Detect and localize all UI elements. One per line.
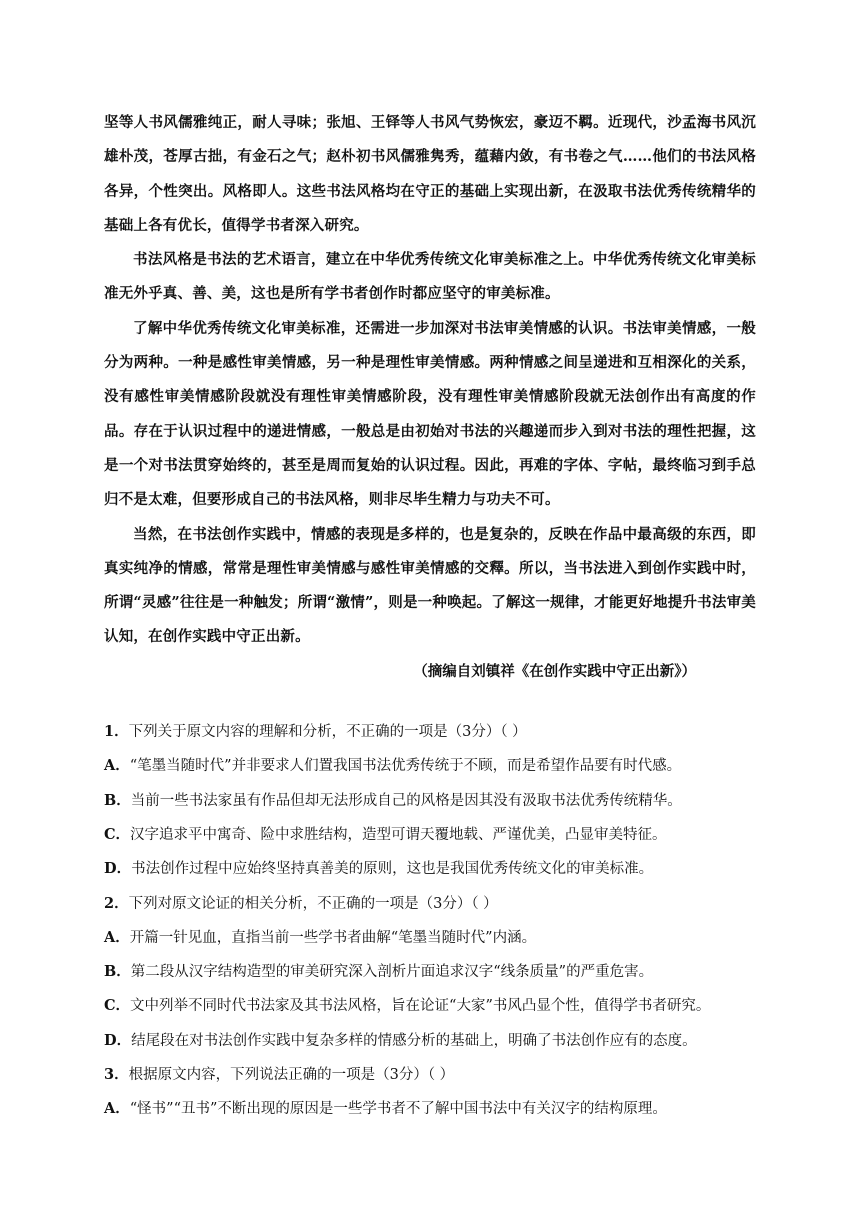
option-text: 当前一些书法家虽有作品但却无法形成自己的风格是因其没有汲取书法优秀传统精华。 <box>130 792 682 809</box>
question-option <box>104 955 756 989</box>
option-letter: D． <box>104 860 132 878</box>
question-option <box>104 989 756 1023</box>
question-list <box>104 715 756 1127</box>
passage-paragraph: 了解中华优秀传统文化审美标准，还需进一步加深对书法审美情感的认识。书法审美情感，一般分为两种。一种是感性审美情感，另一种是理性审美情感。两种情感之间呈递进和互相深化的关系，没有感性审美情感阶段就没有理性审美情感阶段，没有理性审美情感阶段就无法创作出有高度的作品。存在于认识过程中的递进情感，一般总是由初始对书法的兴趣递而步入到对书法的理性把握，这是一个对书法贯穿始终的，甚至是周而复始的认识过程。因此，再难的字体、字帖，最终临习到手总归不是太难，但要形成自己的书法风格，则非尽毕生精力与功夫不可。 <box>104 319 756 509</box>
option-letter: B． <box>104 963 131 981</box>
option-text: “笔墨当随时代”并非要求人们置我国书法优秀传统于不顾，而是希望作品要有时代感。 <box>129 758 682 775</box>
option-text: 汉字追求平中寓奇、险中求胜结构，造型可谓天覆地载、严谨优美，凸显审美特征。 <box>130 826 667 843</box>
question-option <box>104 921 756 955</box>
option-text: 开篇一针见血，直指当前一些学书者曲解“笔墨当随时代”内涵。 <box>129 929 537 946</box>
option-letter: C． <box>104 997 131 1015</box>
question-option <box>104 749 756 783</box>
passage-paragraph: 坚等人书风儒雅纯正，耐人寻味；张旭、王铎等人书风气势恢宏，豪迈不羁。近现代，沙孟海书风沉雄朴茂，苍厚古拙，有金石之气；赵朴初书风儒雅隽秀，蕴藉内敛，有书卷之气……他们的书法风格各异，个性突出。风格即人。这些书法风格均在守正的基础上实现出新，在汲取书法优秀传统精华的基础上各有优长，值得学书者深入研究。 <box>104 114 756 234</box>
option-text: “怪书”“丑书”不断出现的原因是一些学书者不了解中国书法中有关汉字的结构原理。 <box>129 1101 667 1118</box>
question-option <box>104 784 756 818</box>
option-letter: A． <box>104 757 130 775</box>
option-letter: C． <box>104 825 131 843</box>
option-letter: D． <box>104 1031 132 1049</box>
question-option <box>104 1092 756 1126</box>
question-stem: 下列对原文论证的相关分析，不正确的一项是（3分）（ ） <box>128 895 498 912</box>
passage-paragraph: 当然，在书法创作实践中，情感的表现是多样的，也是复杂的，反映在作品中最高级的东西，即真实纯净的情感，常常是理性审美情感与感性审美情感的交釋。所以，当书法进入到创作实践中时，所谓“灵感”往往是一种触发；所谓“激情”，则是一种唤起。了解这一规律，才能更好地提升书法审美认知，在创作实践中守正出新。 <box>104 525 756 646</box>
question-number: 2． <box>104 894 129 912</box>
option-text: 结尾段在对书法创作实践中复杂多样的情感分析的基础上，明确了书法创作应有的态度。 <box>131 1032 697 1049</box>
passage-source: （摘编自刘镇祥《在创作实践中守正出新》） <box>413 662 696 680</box>
option-letter: A． <box>104 928 130 946</box>
question <box>104 1058 756 1127</box>
document-page <box>104 106 756 1127</box>
option-text: 文中列举不同时代书法家及其书法风格，旨在论证“大家”书风凸显个性，值得学书者研究。 <box>130 998 711 1015</box>
option-letter: A． <box>104 1100 130 1118</box>
question-option <box>104 818 756 852</box>
option-letter: B． <box>104 791 131 809</box>
question <box>104 887 756 1058</box>
question-stem-line <box>104 1058 756 1092</box>
question-option <box>104 1024 756 1058</box>
option-text: 第二段从汉字结构造型的审美研究深入剖析片面追求汉字“线条质量”的严重危害。 <box>130 964 654 981</box>
passage <box>104 106 756 689</box>
passage-paragraph: 书法风格是书法的艺术语言，建立在中华优秀传统文化审美标准之上。中华优秀传统文化审美标准无外乎真、善、美，这也是所有学书者创作时都应坚守的审美标准。 <box>104 251 756 303</box>
option-text: 书法创作过程中应始终坚持真善美的原则，这也是我国优秀传统文化的审美标准。 <box>131 861 654 878</box>
question-stem-line <box>104 715 756 749</box>
question-number: 1． <box>104 723 129 741</box>
question-stem: 根据原文内容，下列说法正确的一项是（3分）（ ） <box>128 1067 455 1084</box>
question <box>104 715 756 886</box>
question-option <box>104 852 756 886</box>
question-stem-line <box>104 887 756 921</box>
question-number: 3． <box>104 1066 129 1084</box>
question-stem: 下列关于原文内容的理解和分析，不正确的一项是（3分）（ ） <box>128 724 527 741</box>
